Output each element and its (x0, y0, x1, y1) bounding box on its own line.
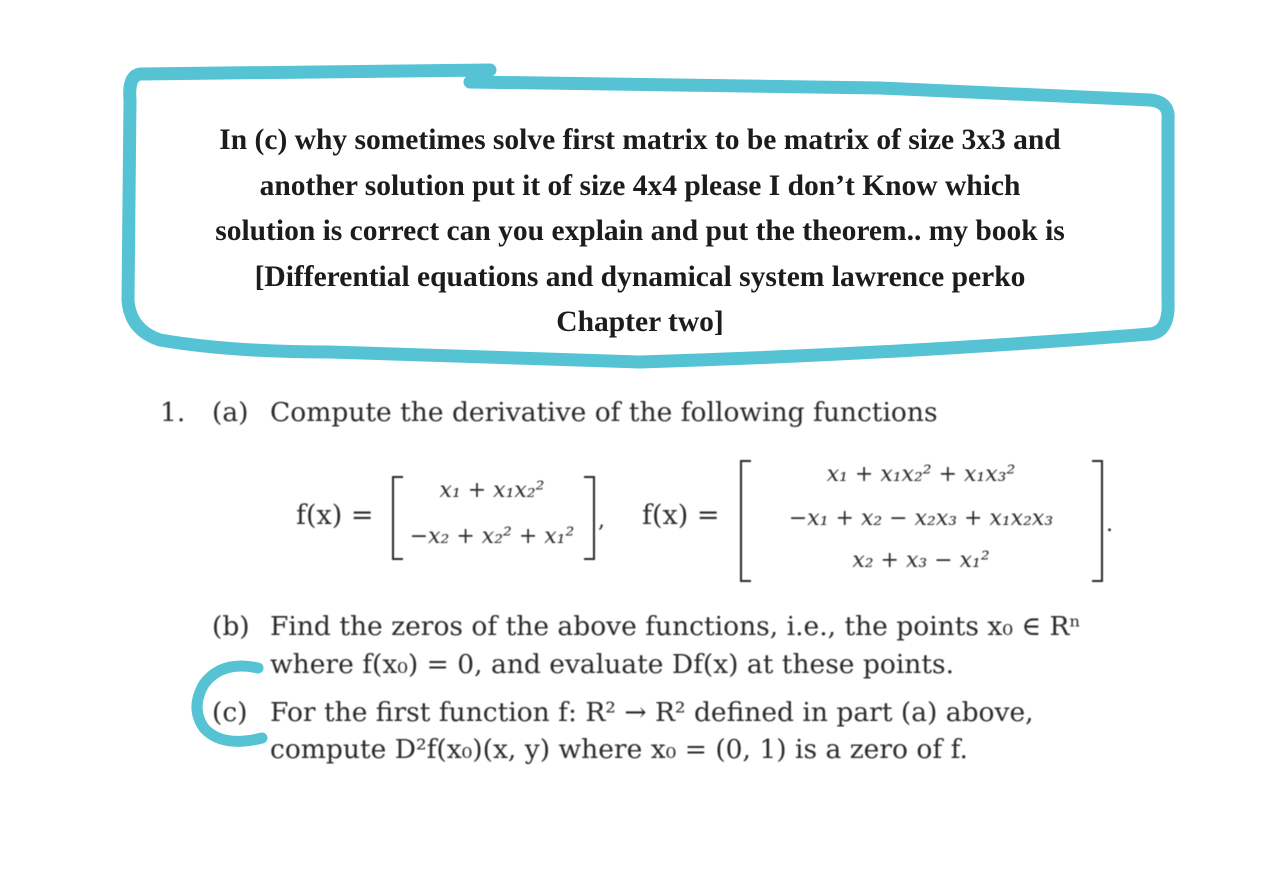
f-label-2: f(x) = (642, 500, 720, 531)
separator-period: . (1106, 512, 1113, 537)
question-line-3: solution is correct can you explain and put the theorem.. my book is (215, 215, 1065, 247)
exercise-number: 1. (160, 397, 186, 428)
f2-row-3: x₂ + x₃ − x₁² (852, 548, 990, 573)
part-a-label: (a) (212, 397, 249, 428)
question-line-2: another solution put it of size 4x4 please I don’t Know which (259, 169, 1021, 202)
question-line-1: In (c) why sometimes solve first matrix to be matrix of size 3x3 and (219, 124, 1061, 156)
part-b-line-1: Find the zeros of the above functions, i.e., the points x₀ ∈ Rⁿ (270, 611, 1081, 642)
part-c-line-2: compute D²f(x₀)(x, y) where x₀ = (0, 1) is a zero of f. (270, 734, 968, 765)
f1-row-1: x₁ + x₁x₂² (439, 478, 545, 503)
f-label-1: f(x) = (296, 500, 374, 531)
f2-row-2: −x₁ + x₂ − x₂x₃ + x₁x₂x₃ (788, 506, 1054, 531)
part-b-label: (b) (212, 611, 250, 642)
separator-comma: , (598, 508, 605, 533)
part-c-label: (c) (212, 697, 248, 728)
part-c-line-1: For the first function f: R² → R² defined in part (a) above, (270, 697, 1034, 728)
question-line-5: Chapter two] (556, 306, 724, 338)
user-question (160, 118, 1120, 346)
matrix1-right-bracket (584, 476, 595, 560)
f1-row-2: −x₂ + x₂² + x₁² (409, 524, 575, 549)
question-line-4: [Differential equations and dynamical system lawrence perko (254, 260, 1026, 293)
matrix1-left-bracket (392, 476, 403, 560)
matrix2-right-bracket (1092, 460, 1103, 582)
part-a-text: Compute the derivative of the following functions (270, 397, 938, 428)
f2-row-1: x₁ + x₁x₂² + x₁x₃² (826, 462, 1016, 487)
part-b-line-2: where f(x₀) = 0, and evaluate Df(x) at these points. (270, 649, 955, 680)
